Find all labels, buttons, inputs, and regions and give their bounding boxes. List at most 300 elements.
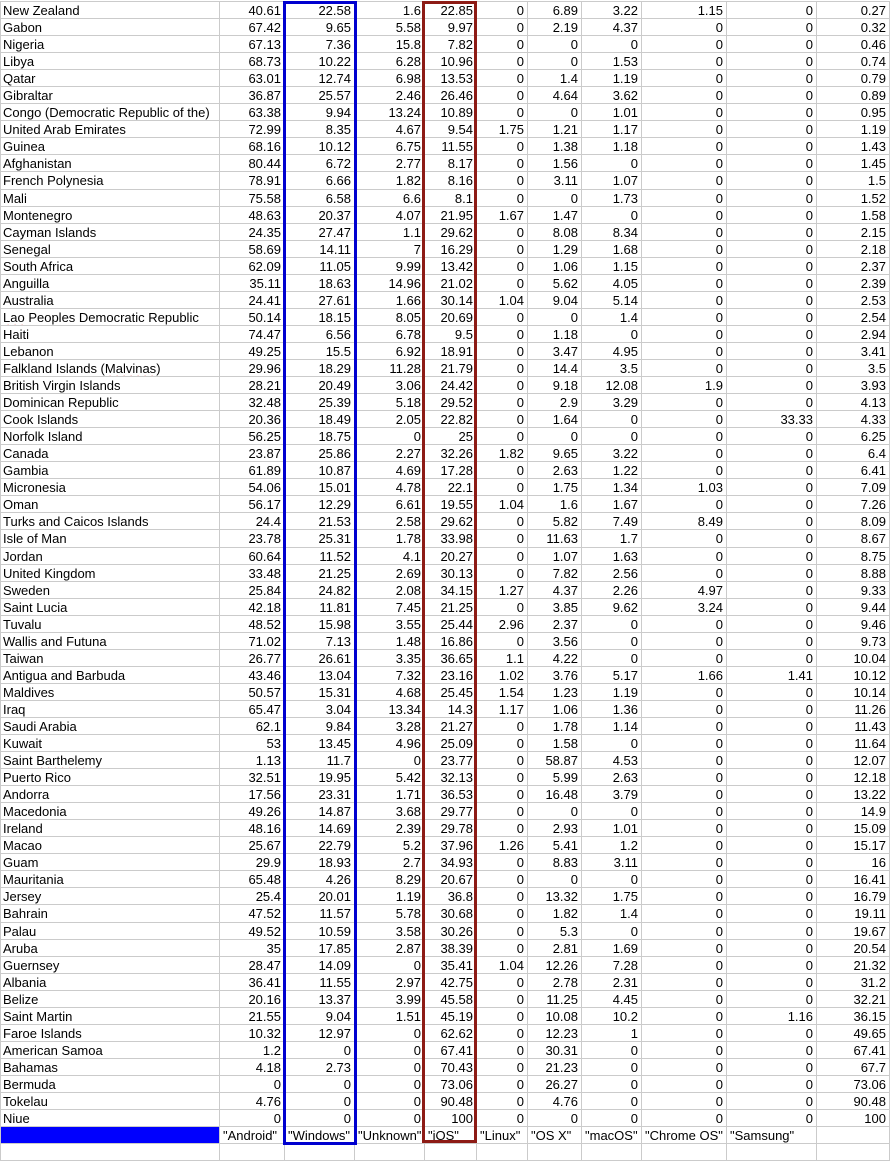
value-cell[interactable]: 0 — [642, 1093, 727, 1110]
value-cell[interactable]: 4.1 — [355, 548, 425, 565]
value-cell[interactable]: 0 — [477, 752, 528, 769]
value-cell[interactable]: 1.07 — [582, 172, 642, 189]
value-cell[interactable]: 7.82 — [528, 565, 582, 582]
value-cell[interactable]: 62.1 — [220, 718, 285, 735]
value-cell[interactable]: 4.97 — [642, 582, 727, 599]
value-cell[interactable]: 0.89 — [817, 87, 890, 104]
value-cell[interactable]: 73.06 — [425, 1076, 477, 1093]
country-cell[interactable]: Lebanon — [0, 343, 220, 360]
active-cell[interactable] — [0, 1127, 220, 1144]
value-cell[interactable]: 0 — [642, 888, 727, 905]
value-cell[interactable]: 0 — [642, 87, 727, 104]
value-cell[interactable]: 42.75 — [425, 974, 477, 991]
value-cell[interactable]: 1.02 — [477, 667, 528, 684]
value-cell[interactable]: 0 — [727, 53, 817, 70]
country-cell[interactable]: British Virgin Islands — [0, 377, 220, 394]
value-cell[interactable]: 80.44 — [220, 155, 285, 172]
value-cell[interactable]: 0 — [477, 974, 528, 991]
value-cell[interactable]: 6.6 — [355, 190, 425, 207]
value-cell[interactable]: 4.37 — [582, 19, 642, 36]
value-cell[interactable]: 29.62 — [425, 513, 477, 530]
value-cell[interactable]: 1.54 — [477, 684, 528, 701]
value-cell[interactable]: 1.23 — [528, 684, 582, 701]
value-cell[interactable]: 65.48 — [220, 871, 285, 888]
value-cell[interactable]: 56.17 — [220, 496, 285, 513]
value-cell[interactable]: 65.47 — [220, 701, 285, 718]
value-cell[interactable]: 3.28 — [355, 718, 425, 735]
value-cell[interactable]: 0 — [477, 940, 528, 957]
value-cell[interactable]: 18.29 — [285, 360, 355, 377]
value-cell[interactable]: 3.41 — [817, 343, 890, 360]
value-cell[interactable]: 6.41 — [817, 462, 890, 479]
value-cell[interactable]: 0 — [477, 104, 528, 121]
value-cell[interactable]: 1.5 — [817, 172, 890, 189]
value-cell[interactable]: 1.17 — [477, 701, 528, 718]
value-cell[interactable]: 1.19 — [582, 684, 642, 701]
value-cell[interactable]: 15.98 — [285, 616, 355, 633]
value-cell[interactable]: 13.34 — [355, 701, 425, 718]
value-cell[interactable]: 25.39 — [285, 394, 355, 411]
value-cell[interactable]: 49.26 — [220, 803, 285, 820]
value-cell[interactable]: 49.25 — [220, 343, 285, 360]
value-cell[interactable]: 1.52 — [817, 190, 890, 207]
value-cell[interactable]: 35 — [220, 940, 285, 957]
value-cell[interactable]: 18.15 — [285, 309, 355, 326]
value-cell[interactable]: 0 — [727, 735, 817, 752]
value-cell[interactable]: 0 — [582, 1059, 642, 1076]
value-cell[interactable]: 12.26 — [528, 957, 582, 974]
value-cell[interactable]: 0 — [727, 888, 817, 905]
value-cell[interactable]: 1.04 — [477, 496, 528, 513]
value-cell[interactable]: 13.24 — [355, 104, 425, 121]
value-cell[interactable]: 5.14 — [582, 292, 642, 309]
value-cell[interactable]: 37.96 — [425, 837, 477, 854]
value-cell[interactable]: 0 — [642, 735, 727, 752]
value-cell[interactable]: 4.18 — [220, 1059, 285, 1076]
value-cell[interactable]: 0 — [727, 769, 817, 786]
country-cell[interactable]: Iraq — [0, 701, 220, 718]
value-cell[interactable]: 0 — [642, 241, 727, 258]
value-cell[interactable]: 0 — [727, 616, 817, 633]
value-cell[interactable]: 0 — [642, 803, 727, 820]
value-cell[interactable]: 0 — [727, 599, 817, 616]
value-cell[interactable]: 1.47 — [528, 207, 582, 224]
value-cell[interactable]: 1.66 — [642, 667, 727, 684]
value-cell[interactable]: 0 — [477, 1076, 528, 1093]
value-cell[interactable]: 0 — [642, 871, 727, 888]
country-cell[interactable]: Mauritania — [0, 871, 220, 888]
value-cell[interactable]: 9.33 — [817, 582, 890, 599]
value-cell[interactable]: 1.26 — [477, 837, 528, 854]
value-cell[interactable]: 1.9 — [642, 377, 727, 394]
value-cell[interactable]: 0 — [582, 923, 642, 940]
value-cell[interactable]: 2.73 — [285, 1059, 355, 1076]
value-cell[interactable]: 2.63 — [528, 462, 582, 479]
value-cell[interactable]: 0 — [477, 718, 528, 735]
empty-cell[interactable] — [285, 1144, 355, 1161]
value-cell[interactable]: 0 — [582, 1042, 642, 1059]
os-label-cell[interactable]: "Chrome OS" — [642, 1127, 727, 1144]
value-cell[interactable]: 0 — [642, 633, 727, 650]
value-cell[interactable]: 0 — [355, 957, 425, 974]
value-cell[interactable]: 54.06 — [220, 479, 285, 496]
value-cell[interactable]: 49.65 — [817, 1025, 890, 1042]
value-cell[interactable]: 0 — [477, 786, 528, 803]
value-cell[interactable]: 18.49 — [285, 411, 355, 428]
value-cell[interactable]: 7.36 — [285, 36, 355, 53]
value-cell[interactable]: 0 — [528, 36, 582, 53]
value-cell[interactable]: 0 — [582, 803, 642, 820]
value-cell[interactable]: 12.97 — [285, 1025, 355, 1042]
value-cell[interactable]: 0 — [727, 633, 817, 650]
os-label-cell[interactable]: "Android" — [220, 1127, 285, 1144]
empty-cell[interactable] — [0, 1144, 220, 1161]
country-cell[interactable]: Cook Islands — [0, 411, 220, 428]
value-cell[interactable]: 2.54 — [817, 309, 890, 326]
value-cell[interactable]: 73.06 — [817, 1076, 890, 1093]
value-cell[interactable]: 0 — [727, 138, 817, 155]
value-cell[interactable]: 1.66 — [355, 292, 425, 309]
value-cell[interactable]: 67.42 — [220, 19, 285, 36]
value-cell[interactable]: 1.6 — [528, 496, 582, 513]
value-cell[interactable]: 25 — [425, 428, 477, 445]
value-cell[interactable]: 1.29 — [528, 241, 582, 258]
value-cell[interactable]: 1.82 — [477, 445, 528, 462]
value-cell[interactable]: 24.4 — [220, 513, 285, 530]
value-cell[interactable]: 3.99 — [355, 991, 425, 1008]
value-cell[interactable]: 2.18 — [817, 241, 890, 258]
value-cell[interactable]: 9.54 — [425, 121, 477, 138]
value-cell[interactable]: 0 — [727, 496, 817, 513]
value-cell[interactable]: 7.45 — [355, 599, 425, 616]
value-cell[interactable]: 0 — [727, 1093, 817, 1110]
value-cell[interactable]: 24.82 — [285, 582, 355, 599]
value-cell[interactable]: 1.56 — [528, 155, 582, 172]
value-cell[interactable]: 0 — [642, 565, 727, 582]
value-cell[interactable]: 0 — [642, 104, 727, 121]
empty-cell[interactable] — [355, 1144, 425, 1161]
value-cell[interactable]: 13.04 — [285, 667, 355, 684]
value-cell[interactable]: 7.49 — [582, 513, 642, 530]
value-cell[interactable]: 68.73 — [220, 53, 285, 70]
value-cell[interactable]: 0 — [727, 940, 817, 957]
value-cell[interactable]: 3.5 — [817, 360, 890, 377]
value-cell[interactable]: 0 — [727, 837, 817, 854]
value-cell[interactable]: 20.37 — [285, 207, 355, 224]
value-cell[interactable]: 0 — [642, 1076, 727, 1093]
value-cell[interactable]: 0 — [477, 820, 528, 837]
value-cell[interactable]: 21.79 — [425, 360, 477, 377]
value-cell[interactable]: 6.98 — [355, 70, 425, 87]
value-cell[interactable]: 25.44 — [425, 616, 477, 633]
value-cell[interactable]: 2.78 — [528, 974, 582, 991]
value-cell[interactable]: 0 — [528, 1110, 582, 1127]
value-cell[interactable]: 38.39 — [425, 940, 477, 957]
windows-column-range-highlight[interactable] — [283, 1, 357, 1145]
value-cell[interactable]: 9.94 — [285, 104, 355, 121]
value-cell[interactable]: 0 — [477, 36, 528, 53]
value-cell[interactable]: 0 — [727, 19, 817, 36]
value-cell[interactable]: 2.94 — [817, 326, 890, 343]
value-cell[interactable]: 9.18 — [528, 377, 582, 394]
value-cell[interactable]: 0 — [477, 224, 528, 241]
value-cell[interactable]: 0 — [642, 275, 727, 292]
value-cell[interactable]: 29.78 — [425, 820, 477, 837]
value-cell[interactable]: 1.34 — [582, 479, 642, 496]
value-cell[interactable]: 20.36 — [220, 411, 285, 428]
value-cell[interactable]: 10.08 — [528, 1008, 582, 1025]
value-cell[interactable]: 28.47 — [220, 957, 285, 974]
value-cell[interactable]: 0 — [582, 1093, 642, 1110]
value-cell[interactable]: 13.42 — [425, 258, 477, 275]
value-cell[interactable]: 48.16 — [220, 820, 285, 837]
value-cell[interactable]: 5.58 — [355, 19, 425, 36]
value-cell[interactable]: 2.97 — [355, 974, 425, 991]
value-cell[interactable]: 22.79 — [285, 837, 355, 854]
value-cell[interactable]: 1.53 — [582, 53, 642, 70]
value-cell[interactable]: 0 — [477, 854, 528, 871]
value-cell[interactable]: 6.58 — [285, 190, 355, 207]
country-cell[interactable]: Puerto Rico — [0, 769, 220, 786]
value-cell[interactable]: 58.69 — [220, 241, 285, 258]
country-cell[interactable]: Albania — [0, 974, 220, 991]
value-cell[interactable]: 21.32 — [817, 957, 890, 974]
value-cell[interactable]: 6.92 — [355, 343, 425, 360]
country-cell[interactable]: Saudi Arabia — [0, 718, 220, 735]
value-cell[interactable]: 0 — [477, 1025, 528, 1042]
value-cell[interactable]: 10.87 — [285, 462, 355, 479]
country-cell[interactable]: Jordan — [0, 548, 220, 565]
value-cell[interactable]: 2.08 — [355, 582, 425, 599]
value-cell[interactable]: 1.82 — [355, 172, 425, 189]
value-cell[interactable]: 0 — [727, 1025, 817, 1042]
value-cell[interactable]: 13.32 — [528, 888, 582, 905]
value-cell[interactable]: 8.08 — [528, 224, 582, 241]
value-cell[interactable]: 0.46 — [817, 36, 890, 53]
value-cell[interactable]: 2.93 — [528, 820, 582, 837]
value-cell[interactable]: 0 — [477, 53, 528, 70]
value-cell[interactable]: 0 — [642, 650, 727, 667]
value-cell[interactable]: 32.13 — [425, 769, 477, 786]
value-cell[interactable]: 7.82 — [425, 36, 477, 53]
value-cell[interactable]: 0 — [642, 1110, 727, 1127]
value-cell[interactable]: 20.69 — [425, 309, 477, 326]
value-cell[interactable]: 8.67 — [817, 530, 890, 547]
value-cell[interactable]: 0 — [477, 735, 528, 752]
value-cell[interactable]: 0 — [477, 172, 528, 189]
os-label-cell[interactable]: "OS X" — [528, 1127, 582, 1144]
value-cell[interactable]: 0 — [528, 190, 582, 207]
value-cell[interactable]: 20.54 — [817, 940, 890, 957]
value-cell[interactable]: 0 — [642, 1008, 727, 1025]
value-cell[interactable]: 36.65 — [425, 650, 477, 667]
country-cell[interactable]: New Zealand — [0, 2, 220, 19]
value-cell[interactable]: 2.26 — [582, 582, 642, 599]
value-cell[interactable]: 0 — [727, 394, 817, 411]
value-cell[interactable]: 0 — [727, 548, 817, 565]
value-cell[interactable]: 8.49 — [642, 513, 727, 530]
value-cell[interactable]: 26.27 — [528, 1076, 582, 1093]
value-cell[interactable]: 2.7 — [355, 854, 425, 871]
value-cell[interactable]: 0 — [477, 2, 528, 19]
value-cell[interactable]: 0 — [727, 360, 817, 377]
country-cell[interactable]: Sweden — [0, 582, 220, 599]
value-cell[interactable]: 0 — [642, 752, 727, 769]
value-cell[interactable]: 5.2 — [355, 837, 425, 854]
value-cell[interactable]: 53 — [220, 735, 285, 752]
country-cell[interactable]: Bermuda — [0, 1076, 220, 1093]
value-cell[interactable]: 3.56 — [528, 633, 582, 650]
value-cell[interactable]: 22.58 — [285, 2, 355, 19]
value-cell[interactable]: 1.14 — [582, 718, 642, 735]
value-cell[interactable]: 0 — [477, 428, 528, 445]
value-cell[interactable]: 16.29 — [425, 241, 477, 258]
value-cell[interactable]: 0 — [582, 207, 642, 224]
value-cell[interactable]: 7.28 — [582, 957, 642, 974]
value-cell[interactable]: 6.78 — [355, 326, 425, 343]
value-cell[interactable]: 22.82 — [425, 411, 477, 428]
value-cell[interactable]: 70.43 — [425, 1059, 477, 1076]
value-cell[interactable]: 0 — [477, 1042, 528, 1059]
value-cell[interactable]: 29.96 — [220, 360, 285, 377]
value-cell[interactable]: 19.95 — [285, 769, 355, 786]
value-cell[interactable]: 0.79 — [817, 70, 890, 87]
value-cell[interactable]: 100 — [425, 1110, 477, 1127]
value-cell[interactable]: 7.13 — [285, 633, 355, 650]
value-cell[interactable]: 0.74 — [817, 53, 890, 70]
value-cell[interactable]: 14.11 — [285, 241, 355, 258]
country-cell[interactable]: Micronesia — [0, 479, 220, 496]
country-cell[interactable]: French Polynesia — [0, 172, 220, 189]
value-cell[interactable]: 33.33 — [727, 411, 817, 428]
value-cell[interactable]: 62.09 — [220, 258, 285, 275]
value-cell[interactable]: 32.21 — [817, 991, 890, 1008]
value-cell[interactable]: 0 — [477, 275, 528, 292]
value-cell[interactable]: 24.42 — [425, 377, 477, 394]
value-cell[interactable]: 36.41 — [220, 974, 285, 991]
value-cell[interactable]: 20.67 — [425, 871, 477, 888]
value-cell[interactable]: 0 — [477, 565, 528, 582]
value-cell[interactable]: 9.97 — [425, 19, 477, 36]
value-cell[interactable]: 0 — [727, 258, 817, 275]
value-cell[interactable]: 21.02 — [425, 275, 477, 292]
value-cell[interactable]: 1.63 — [582, 548, 642, 565]
value-cell[interactable]: 0 — [727, 752, 817, 769]
country-cell[interactable]: Canada — [0, 445, 220, 462]
value-cell[interactable]: 0 — [642, 36, 727, 53]
value-cell[interactable]: 9.62 — [582, 599, 642, 616]
value-cell[interactable]: 0 — [642, 1042, 727, 1059]
country-cell[interactable]: Guam — [0, 854, 220, 871]
value-cell[interactable]: 67.41 — [817, 1042, 890, 1059]
value-cell[interactable]: 9.46 — [817, 616, 890, 633]
value-cell[interactable]: 6.89 — [528, 2, 582, 19]
value-cell[interactable]: 1.01 — [582, 104, 642, 121]
value-cell[interactable]: 11.63 — [528, 530, 582, 547]
value-cell[interactable]: 0 — [582, 1076, 642, 1093]
value-cell[interactable]: 24.35 — [220, 224, 285, 241]
value-cell[interactable]: 1.06 — [528, 701, 582, 718]
os-label-cell[interactable]: "iOS" — [425, 1127, 477, 1144]
country-cell[interactable]: American Samoa — [0, 1042, 220, 1059]
value-cell[interactable]: 4.64 — [528, 87, 582, 104]
value-cell[interactable]: 67.13 — [220, 36, 285, 53]
value-cell[interactable]: 7.09 — [817, 479, 890, 496]
value-cell[interactable]: 2.31 — [582, 974, 642, 991]
value-cell[interactable]: 0 — [642, 207, 727, 224]
value-cell[interactable]: 0 — [727, 1042, 817, 1059]
value-cell[interactable]: 35.11 — [220, 275, 285, 292]
value-cell[interactable]: 0 — [477, 258, 528, 275]
value-cell[interactable]: 10.04 — [817, 650, 890, 667]
value-cell[interactable]: 1.82 — [528, 905, 582, 922]
value-cell[interactable]: 0 — [477, 462, 528, 479]
value-cell[interactable]: 27.47 — [285, 224, 355, 241]
country-cell[interactable]: Qatar — [0, 70, 220, 87]
country-cell[interactable]: South Africa — [0, 258, 220, 275]
value-cell[interactable]: 10.89 — [425, 104, 477, 121]
value-cell[interactable]: 40.61 — [220, 2, 285, 19]
value-cell[interactable]: 2.9 — [528, 394, 582, 411]
value-cell[interactable]: 0 — [477, 326, 528, 343]
country-cell[interactable]: Gambia — [0, 462, 220, 479]
country-cell[interactable]: Ireland — [0, 820, 220, 837]
value-cell[interactable]: 63.38 — [220, 104, 285, 121]
value-cell[interactable]: 25.84 — [220, 582, 285, 599]
value-cell[interactable]: 71.02 — [220, 633, 285, 650]
value-cell[interactable]: 2.87 — [355, 940, 425, 957]
value-cell[interactable]: 1.13 — [220, 752, 285, 769]
value-cell[interactable]: 4.22 — [528, 650, 582, 667]
value-cell[interactable]: 3.55 — [355, 616, 425, 633]
value-cell[interactable]: 8.1 — [425, 190, 477, 207]
value-cell[interactable]: 1.58 — [817, 207, 890, 224]
value-cell[interactable]: 28.21 — [220, 377, 285, 394]
value-cell[interactable]: 0 — [642, 957, 727, 974]
value-cell[interactable]: 2.53 — [817, 292, 890, 309]
value-cell[interactable]: 0 — [642, 496, 727, 513]
value-cell[interactable]: 1.75 — [477, 121, 528, 138]
value-cell[interactable]: 8.05 — [355, 309, 425, 326]
value-cell[interactable]: 62.62 — [425, 1025, 477, 1042]
value-cell[interactable]: 30.26 — [425, 923, 477, 940]
value-cell[interactable]: 0 — [642, 1059, 727, 1076]
value-cell[interactable]: 20.49 — [285, 377, 355, 394]
value-cell[interactable]: 32.48 — [220, 394, 285, 411]
value-cell[interactable]: 0 — [727, 1059, 817, 1076]
value-cell[interactable]: 18.91 — [425, 343, 477, 360]
value-cell[interactable]: 0 — [642, 684, 727, 701]
value-cell[interactable]: 14.4 — [528, 360, 582, 377]
value-cell[interactable]: 0 — [642, 292, 727, 309]
value-cell[interactable]: 0 — [477, 923, 528, 940]
value-cell[interactable]: 0 — [727, 275, 817, 292]
value-cell[interactable]: 8.34 — [582, 224, 642, 241]
value-cell[interactable]: 0 — [477, 513, 528, 530]
value-cell[interactable]: 2.77 — [355, 155, 425, 172]
value-cell[interactable]: 0 — [727, 2, 817, 19]
value-cell[interactable]: 4.95 — [582, 343, 642, 360]
value-cell[interactable]: 21.25 — [285, 565, 355, 582]
country-cell[interactable]: Faroe Islands — [0, 1025, 220, 1042]
country-cell[interactable]: Tokelau — [0, 1093, 220, 1110]
value-cell[interactable]: 67.41 — [425, 1042, 477, 1059]
value-cell[interactable]: 67.7 — [817, 1059, 890, 1076]
value-cell[interactable]: 0 — [727, 309, 817, 326]
value-cell[interactable]: 15.17 — [817, 837, 890, 854]
os-label-cell[interactable]: "Unknown" — [355, 1127, 425, 1144]
value-cell[interactable]: 0 — [582, 616, 642, 633]
